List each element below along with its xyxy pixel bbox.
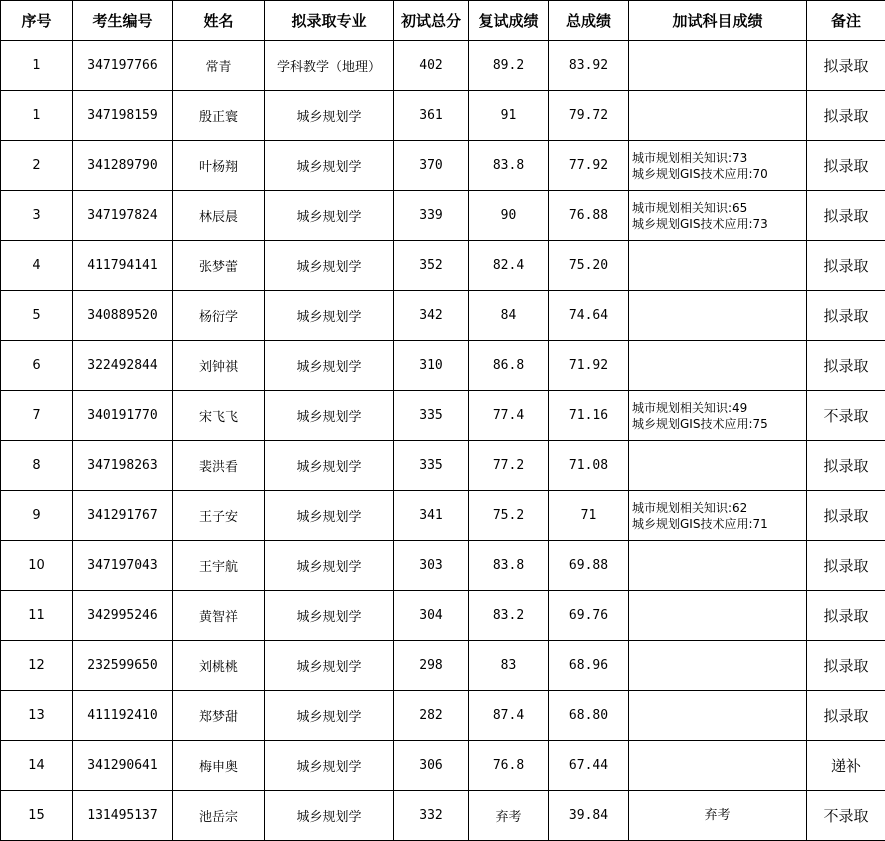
cell-candidate-id: 340191770 bbox=[73, 391, 173, 441]
extra-subject-line: 弃考 bbox=[629, 808, 806, 824]
cell-total-score: 79.72 bbox=[549, 91, 629, 141]
cell-major: 城乡规划学 bbox=[265, 91, 394, 141]
cell-retest-score: 83.8 bbox=[469, 141, 549, 191]
cell-initial-score: 303 bbox=[394, 541, 469, 591]
cell-major: 城乡规划学 bbox=[265, 241, 394, 291]
cell-initial-score: 335 bbox=[394, 391, 469, 441]
header-row bbox=[1, 1, 885, 41]
cell-candidate-id: 341291767 bbox=[73, 491, 173, 541]
cell-retest-score: 75.2 bbox=[469, 491, 549, 541]
cell-initial-score: 341 bbox=[394, 491, 469, 541]
cell-remark: 拟录取 bbox=[807, 591, 885, 641]
cell-candidate-id: 347197043 bbox=[73, 541, 173, 591]
cell-retest-score: 90 bbox=[469, 191, 549, 241]
cell-seq: 3 bbox=[1, 191, 73, 241]
cell-name: 杨衍学 bbox=[173, 291, 265, 341]
cell-remark: 拟录取 bbox=[807, 241, 885, 291]
cell-seq: 1 bbox=[1, 91, 73, 141]
cell-candidate-id: 322492844 bbox=[73, 341, 173, 391]
cell-remark: 递补 bbox=[807, 741, 885, 791]
cell-retest-score: 84 bbox=[469, 291, 549, 341]
cell-remark: 拟录取 bbox=[807, 441, 885, 491]
cell-major: 城乡规划学 bbox=[265, 291, 394, 341]
cell-remark: 拟录取 bbox=[807, 91, 885, 141]
cell-major: 城乡规划学 bbox=[265, 391, 394, 441]
cell-major: 城乡规划学 bbox=[265, 641, 394, 691]
header-extra-subjects: 加试科目成绩 bbox=[629, 1, 807, 41]
cell-total-score: 39.84 bbox=[549, 791, 629, 841]
table-row bbox=[1, 791, 885, 841]
cell-candidate-id: 340889520 bbox=[73, 291, 173, 341]
cell-initial-score: 304 bbox=[394, 591, 469, 641]
table-row bbox=[1, 41, 885, 91]
cell-initial-score: 342 bbox=[394, 291, 469, 341]
cell-name: 裴洪看 bbox=[173, 441, 265, 491]
extra-subject-line: 城乡规划GIS技术应用:70 bbox=[632, 166, 806, 182]
cell-name: 林辰晨 bbox=[173, 191, 265, 241]
cell-extra-subjects bbox=[629, 91, 807, 141]
table-row bbox=[1, 591, 885, 641]
cell-major: 城乡规划学 bbox=[265, 141, 394, 191]
cell-major: 城乡规划学 bbox=[265, 741, 394, 791]
table-row bbox=[1, 141, 885, 191]
cell-remark: 拟录取 bbox=[807, 41, 885, 91]
cell-name: 郑梦甜 bbox=[173, 691, 265, 741]
cell-initial-score: 352 bbox=[394, 241, 469, 291]
cell-major: 城乡规划学 bbox=[265, 491, 394, 541]
cell-seq: 14 bbox=[1, 741, 73, 791]
cell-major: 城乡规划学 bbox=[265, 191, 394, 241]
cell-remark: 拟录取 bbox=[807, 691, 885, 741]
cell-retest-score: 86.8 bbox=[469, 341, 549, 391]
cell-seq: 13 bbox=[1, 691, 73, 741]
cell-seq: 10 bbox=[1, 541, 73, 591]
cell-total-score: 71.16 bbox=[549, 391, 629, 441]
header-major: 拟录取专业 bbox=[265, 1, 394, 41]
cell-total-score: 74.64 bbox=[549, 291, 629, 341]
cell-seq: 12 bbox=[1, 641, 73, 691]
cell-seq: 5 bbox=[1, 291, 73, 341]
cell-candidate-id: 342995246 bbox=[73, 591, 173, 641]
cell-name: 王宇航 bbox=[173, 541, 265, 591]
cell-major: 学科教学（地理） bbox=[265, 41, 394, 91]
cell-retest-score: 83.2 bbox=[469, 591, 549, 641]
cell-remark: 拟录取 bbox=[807, 541, 885, 591]
extra-subject-line: 城乡规划GIS技术应用:71 bbox=[632, 516, 806, 532]
cell-name: 殷正寰 bbox=[173, 91, 265, 141]
cell-candidate-id: 411794141 bbox=[73, 241, 173, 291]
cell-major: 城乡规划学 bbox=[265, 691, 394, 741]
cell-total-score: 71 bbox=[549, 491, 629, 541]
cell-major: 城乡规划学 bbox=[265, 541, 394, 591]
cell-extra-subjects bbox=[629, 641, 807, 691]
header-remark: 备注 bbox=[807, 1, 885, 41]
cell-name: 梅申奥 bbox=[173, 741, 265, 791]
cell-major: 城乡规划学 bbox=[265, 441, 394, 491]
cell-total-score: 76.88 bbox=[549, 191, 629, 241]
cell-extra-subjects bbox=[629, 691, 807, 741]
cell-initial-score: 335 bbox=[394, 441, 469, 491]
cell-retest-score: 89.2 bbox=[469, 41, 549, 91]
cell-candidate-id: 341290641 bbox=[73, 741, 173, 791]
cell-remark: 拟录取 bbox=[807, 141, 885, 191]
cell-candidate-id: 131495137 bbox=[73, 791, 173, 841]
table-row bbox=[1, 191, 885, 241]
cell-total-score: 77.92 bbox=[549, 141, 629, 191]
cell-extra-subjects bbox=[629, 191, 807, 241]
cell-extra-subjects bbox=[629, 241, 807, 291]
cell-seq: 15 bbox=[1, 791, 73, 841]
cell-extra-subjects bbox=[629, 391, 807, 441]
table-row bbox=[1, 391, 885, 441]
cell-remark: 拟录取 bbox=[807, 491, 885, 541]
table-row bbox=[1, 241, 885, 291]
cell-retest-score: 83.8 bbox=[469, 541, 549, 591]
cell-extra-subjects bbox=[629, 591, 807, 641]
table-row bbox=[1, 441, 885, 491]
extra-subject-line: 城乡规划GIS技术应用:73 bbox=[632, 216, 806, 232]
cell-extra-subjects bbox=[629, 791, 807, 841]
cell-initial-score: 370 bbox=[394, 141, 469, 191]
table-row bbox=[1, 691, 885, 741]
table-row bbox=[1, 491, 885, 541]
cell-extra-subjects bbox=[629, 441, 807, 491]
cell-initial-score: 298 bbox=[394, 641, 469, 691]
header-retest-score: 复试成绩 bbox=[469, 1, 549, 41]
cell-retest-score: 77.2 bbox=[469, 441, 549, 491]
cell-total-score: 69.76 bbox=[549, 591, 629, 641]
cell-remark: 拟录取 bbox=[807, 641, 885, 691]
cell-extra-subjects bbox=[629, 491, 807, 541]
cell-candidate-id: 347198159 bbox=[73, 91, 173, 141]
table-row bbox=[1, 641, 885, 691]
cell-name: 池岳宗 bbox=[173, 791, 265, 841]
cell-total-score: 68.96 bbox=[549, 641, 629, 691]
table-row bbox=[1, 741, 885, 791]
cell-extra-subjects bbox=[629, 341, 807, 391]
cell-major: 城乡规划学 bbox=[265, 791, 394, 841]
cell-candidate-id: 347198263 bbox=[73, 441, 173, 491]
header-candidate-id: 考生编号 bbox=[73, 1, 173, 41]
cell-total-score: 68.80 bbox=[549, 691, 629, 741]
cell-extra-subjects bbox=[629, 141, 807, 191]
cell-name: 常青 bbox=[173, 41, 265, 91]
cell-extra-subjects bbox=[629, 41, 807, 91]
table-body bbox=[1, 41, 885, 841]
cell-initial-score: 310 bbox=[394, 341, 469, 391]
extra-subject-line: 城市规划相关知识:73 bbox=[632, 150, 806, 166]
cell-initial-score: 402 bbox=[394, 41, 469, 91]
cell-initial-score: 339 bbox=[394, 191, 469, 241]
cell-total-score: 75.20 bbox=[549, 241, 629, 291]
cell-name: 黄智祥 bbox=[173, 591, 265, 641]
extra-subject-line: 城市规划相关知识:49 bbox=[632, 400, 806, 416]
cell-seq: 9 bbox=[1, 491, 73, 541]
cell-total-score: 67.44 bbox=[549, 741, 629, 791]
cell-name: 王子安 bbox=[173, 491, 265, 541]
cell-name: 刘钟祺 bbox=[173, 341, 265, 391]
cell-seq: 11 bbox=[1, 591, 73, 641]
header-name: 姓名 bbox=[173, 1, 265, 41]
cell-remark: 不录取 bbox=[807, 391, 885, 441]
cell-extra-subjects bbox=[629, 741, 807, 791]
cell-initial-score: 332 bbox=[394, 791, 469, 841]
header-seq: 序号 bbox=[1, 1, 73, 41]
cell-retest-score: 87.4 bbox=[469, 691, 549, 741]
header-initial-score: 初试总分 bbox=[394, 1, 469, 41]
cell-retest-score: 82.4 bbox=[469, 241, 549, 291]
header-total-score: 总成绩 bbox=[549, 1, 629, 41]
table-row bbox=[1, 291, 885, 341]
cell-retest-score: 76.8 bbox=[469, 741, 549, 791]
cell-seq: 7 bbox=[1, 391, 73, 441]
extra-subject-line: 城市规划相关知识:62 bbox=[632, 500, 806, 516]
cell-total-score: 83.92 bbox=[549, 41, 629, 91]
cell-retest-score: 弃考 bbox=[469, 791, 549, 841]
cell-retest-score: 91 bbox=[469, 91, 549, 141]
cell-extra-subjects bbox=[629, 291, 807, 341]
cell-candidate-id: 347197766 bbox=[73, 41, 173, 91]
cell-seq: 8 bbox=[1, 441, 73, 491]
cell-remark: 不录取 bbox=[807, 791, 885, 841]
cell-seq: 4 bbox=[1, 241, 73, 291]
cell-total-score: 71.08 bbox=[549, 441, 629, 491]
cell-retest-score: 77.4 bbox=[469, 391, 549, 441]
cell-remark: 拟录取 bbox=[807, 291, 885, 341]
table-row bbox=[1, 91, 885, 141]
cell-initial-score: 282 bbox=[394, 691, 469, 741]
cell-candidate-id: 341289790 bbox=[73, 141, 173, 191]
cell-total-score: 69.88 bbox=[549, 541, 629, 591]
extra-subject-line: 城乡规划GIS技术应用:75 bbox=[632, 416, 806, 432]
cell-candidate-id: 347197824 bbox=[73, 191, 173, 241]
cell-remark: 拟录取 bbox=[807, 341, 885, 391]
table-row bbox=[1, 541, 885, 591]
cell-initial-score: 306 bbox=[394, 741, 469, 791]
cell-extra-subjects bbox=[629, 541, 807, 591]
cell-retest-score: 83 bbox=[469, 641, 549, 691]
cell-seq: 1 bbox=[1, 41, 73, 91]
extra-subject-line: 城市规划相关知识:65 bbox=[632, 200, 806, 216]
cell-remark: 拟录取 bbox=[807, 191, 885, 241]
cell-major: 城乡规划学 bbox=[265, 591, 394, 641]
cell-candidate-id: 232599650 bbox=[73, 641, 173, 691]
cell-name: 叶杨翔 bbox=[173, 141, 265, 191]
cell-total-score: 71.92 bbox=[549, 341, 629, 391]
cell-name: 宋飞飞 bbox=[173, 391, 265, 441]
cell-initial-score: 361 bbox=[394, 91, 469, 141]
cell-candidate-id: 411192410 bbox=[73, 691, 173, 741]
cell-major: 城乡规划学 bbox=[265, 341, 394, 391]
cell-seq: 6 bbox=[1, 341, 73, 391]
cell-name: 张梦蕾 bbox=[173, 241, 265, 291]
cell-name: 刘桃桃 bbox=[173, 641, 265, 691]
table-row bbox=[1, 341, 885, 391]
cell-seq: 2 bbox=[1, 141, 73, 191]
